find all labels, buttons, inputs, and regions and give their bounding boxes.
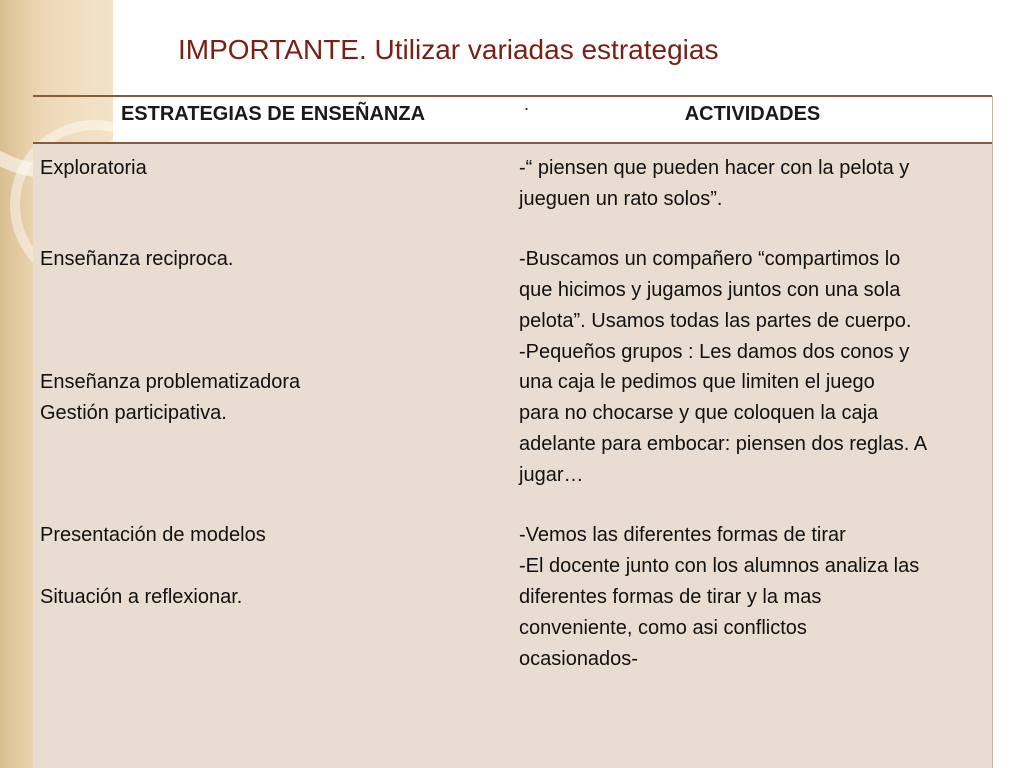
strategy-ensenanza-reciproca: Enseñanza reciproca. [40,248,234,270]
activity-line: -Pequeños grupos : Les damos dos conos y [519,341,910,363]
activity-line: -Buscamos un compañero “compartimos lo [519,248,901,270]
activity-line: diferentes formas de tirar y la mas [519,586,822,608]
header-stray-dot: . [524,94,530,114]
table-top-rule [33,95,992,97]
activity-line: -“ piensen que pueden hacer con la pelota y [519,157,910,179]
activity-line: jugar… [519,464,584,486]
strategy-problematizadora: Enseñanza problematizadora [40,371,301,393]
slide-title: IMPORTANTE. Utilizar variadas estrategias [178,34,719,65]
strategy-gestion-participativa: Gestión participativa. [40,402,227,424]
activity-line: -El docente junto con los alumnos analiza las [519,555,920,577]
activity-line: jueguen un rato solos”. [519,188,723,210]
header-activities: ACTIVIDADES [684,103,821,125]
activity-line: para no chocarse y que coloquen la caja [519,402,879,424]
strategy-presentacion-modelos: Presentación de modelos [40,524,266,546]
strategy-situacion-reflexionar: Situación a reflexionar. [40,586,243,608]
header-strategies: ESTRATEGIAS DE ENSEÑANZA [120,103,426,125]
activity-line: que hicimos y jugamos juntos con una sola [519,279,901,301]
activity-line: ocasionados- [519,648,638,670]
activity-line: -Vemos las diferentes formas de tirar [519,524,846,546]
activity-line: adelante para embocar: piensen dos reglas. A [519,433,928,455]
activity-line: conveniente, como asi conflictos [519,617,807,639]
table-right-border [992,96,993,768]
table-header-rule [33,142,992,144]
activity-line: una caja le pedimos que limiten el juego [519,371,875,393]
strategy-exploratoria: Exploratoria [40,157,147,179]
activity-line: pelota”. Usamos todas las partes de cuerpo. [519,310,912,332]
